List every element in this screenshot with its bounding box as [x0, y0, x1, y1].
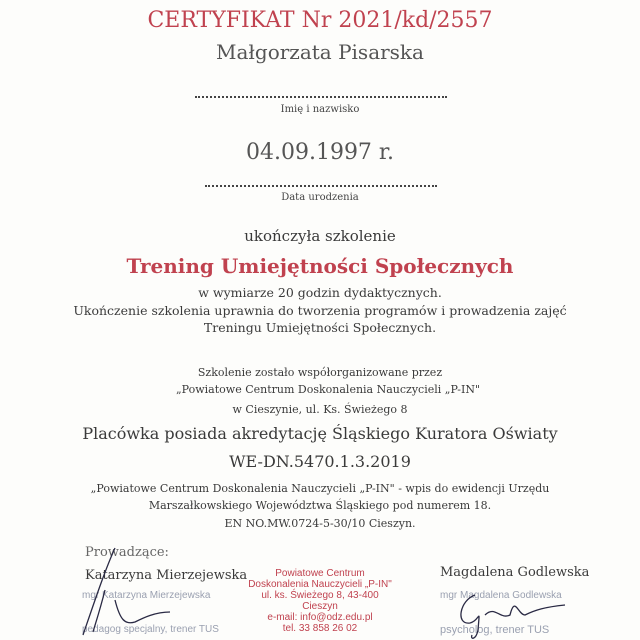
birth-date: 04.09.1997 r. [245, 140, 395, 165]
instructor-2-stamp: mgr Magdalena Godlewska [440, 590, 562, 601]
registry-line-2: Marszałkowskiego Województwa Śląskiego pod numerem 18. [148, 499, 492, 512]
certificate-title: CERTYFIKAT Nr 2021/kd/2557 [147, 8, 493, 33]
coorg-address: w Cieszynie, ul. Ks. Świeżego 8 [232, 403, 408, 416]
stamp-line: e-mail: info@odz.edu.pl [267, 612, 373, 623]
instructor-1-signature [75, 540, 175, 640]
name-dotted-line [195, 96, 447, 98]
stamp-line: Doskonalenia Nauczycieli „P-IN" [248, 579, 392, 590]
instructor-1-name: Katarzyna Mierzejewska [85, 568, 248, 583]
date-dotted-line [205, 185, 437, 187]
registry-line-3: EN NO.MW.0724-5-30/10 Cieszyn. [224, 517, 416, 530]
coorg-intro: Szkolenie zostało współorganizowane przez [197, 366, 443, 379]
stamp-line: Powiatowe Centrum [275, 568, 365, 579]
institution-stamp [245, 568, 395, 634]
instructors-label: Prowadzące: [85, 545, 169, 560]
birth-label: Data urodzenia [281, 192, 359, 203]
entitlement-line-1: Ukończenie szkolenia uprawnia do tworzenia programów i prowadzenia zajęć [73, 303, 567, 318]
instructor-1-stamp: mgr Katarzyna Mierzejewska [82, 590, 211, 601]
accreditation: Placówka posiada akredytację Śląskiego Kuratora Oświaty [82, 424, 558, 443]
completed-text: ukończyła szkolenie [244, 227, 396, 245]
instructor-2-name: Magdalena Godlewska [440, 565, 590, 580]
stamp-line: tel. 33 858 26 02 [282, 623, 358, 634]
instructor-2-signature [450, 585, 570, 640]
full-name: Małgorzata Pisarska [216, 40, 424, 64]
name-label: Imię i nazwisko [280, 104, 360, 115]
coorg-name: „Powiatowe Centrum Doskonalenia Nauczycieli „P-IN" [175, 383, 481, 396]
course-name: Trening Umiejętności Społecznych [126, 254, 514, 278]
entitlement-line-2: Treningu Umiejętności Społecznych. [203, 320, 437, 335]
instructor-2-role: psycholog, trener TUS [440, 624, 550, 636]
hours-text: w wymiarze 20 godzin dydaktycznych. [198, 285, 442, 300]
instructor-1-role: pedagog specjalny, trener TUS [82, 624, 219, 635]
accreditation-number: WE-DN.5470.1.3.2019 [229, 452, 411, 471]
stamp-line: ul. ks. Świeżego 8, 43-400 Cieszyn [261, 590, 379, 612]
registry-line-1: „Powiatowe Centrum Doskonalenia Nauczycieli „P-IN" - wpis do ewidencji Urzędu [90, 482, 550, 495]
